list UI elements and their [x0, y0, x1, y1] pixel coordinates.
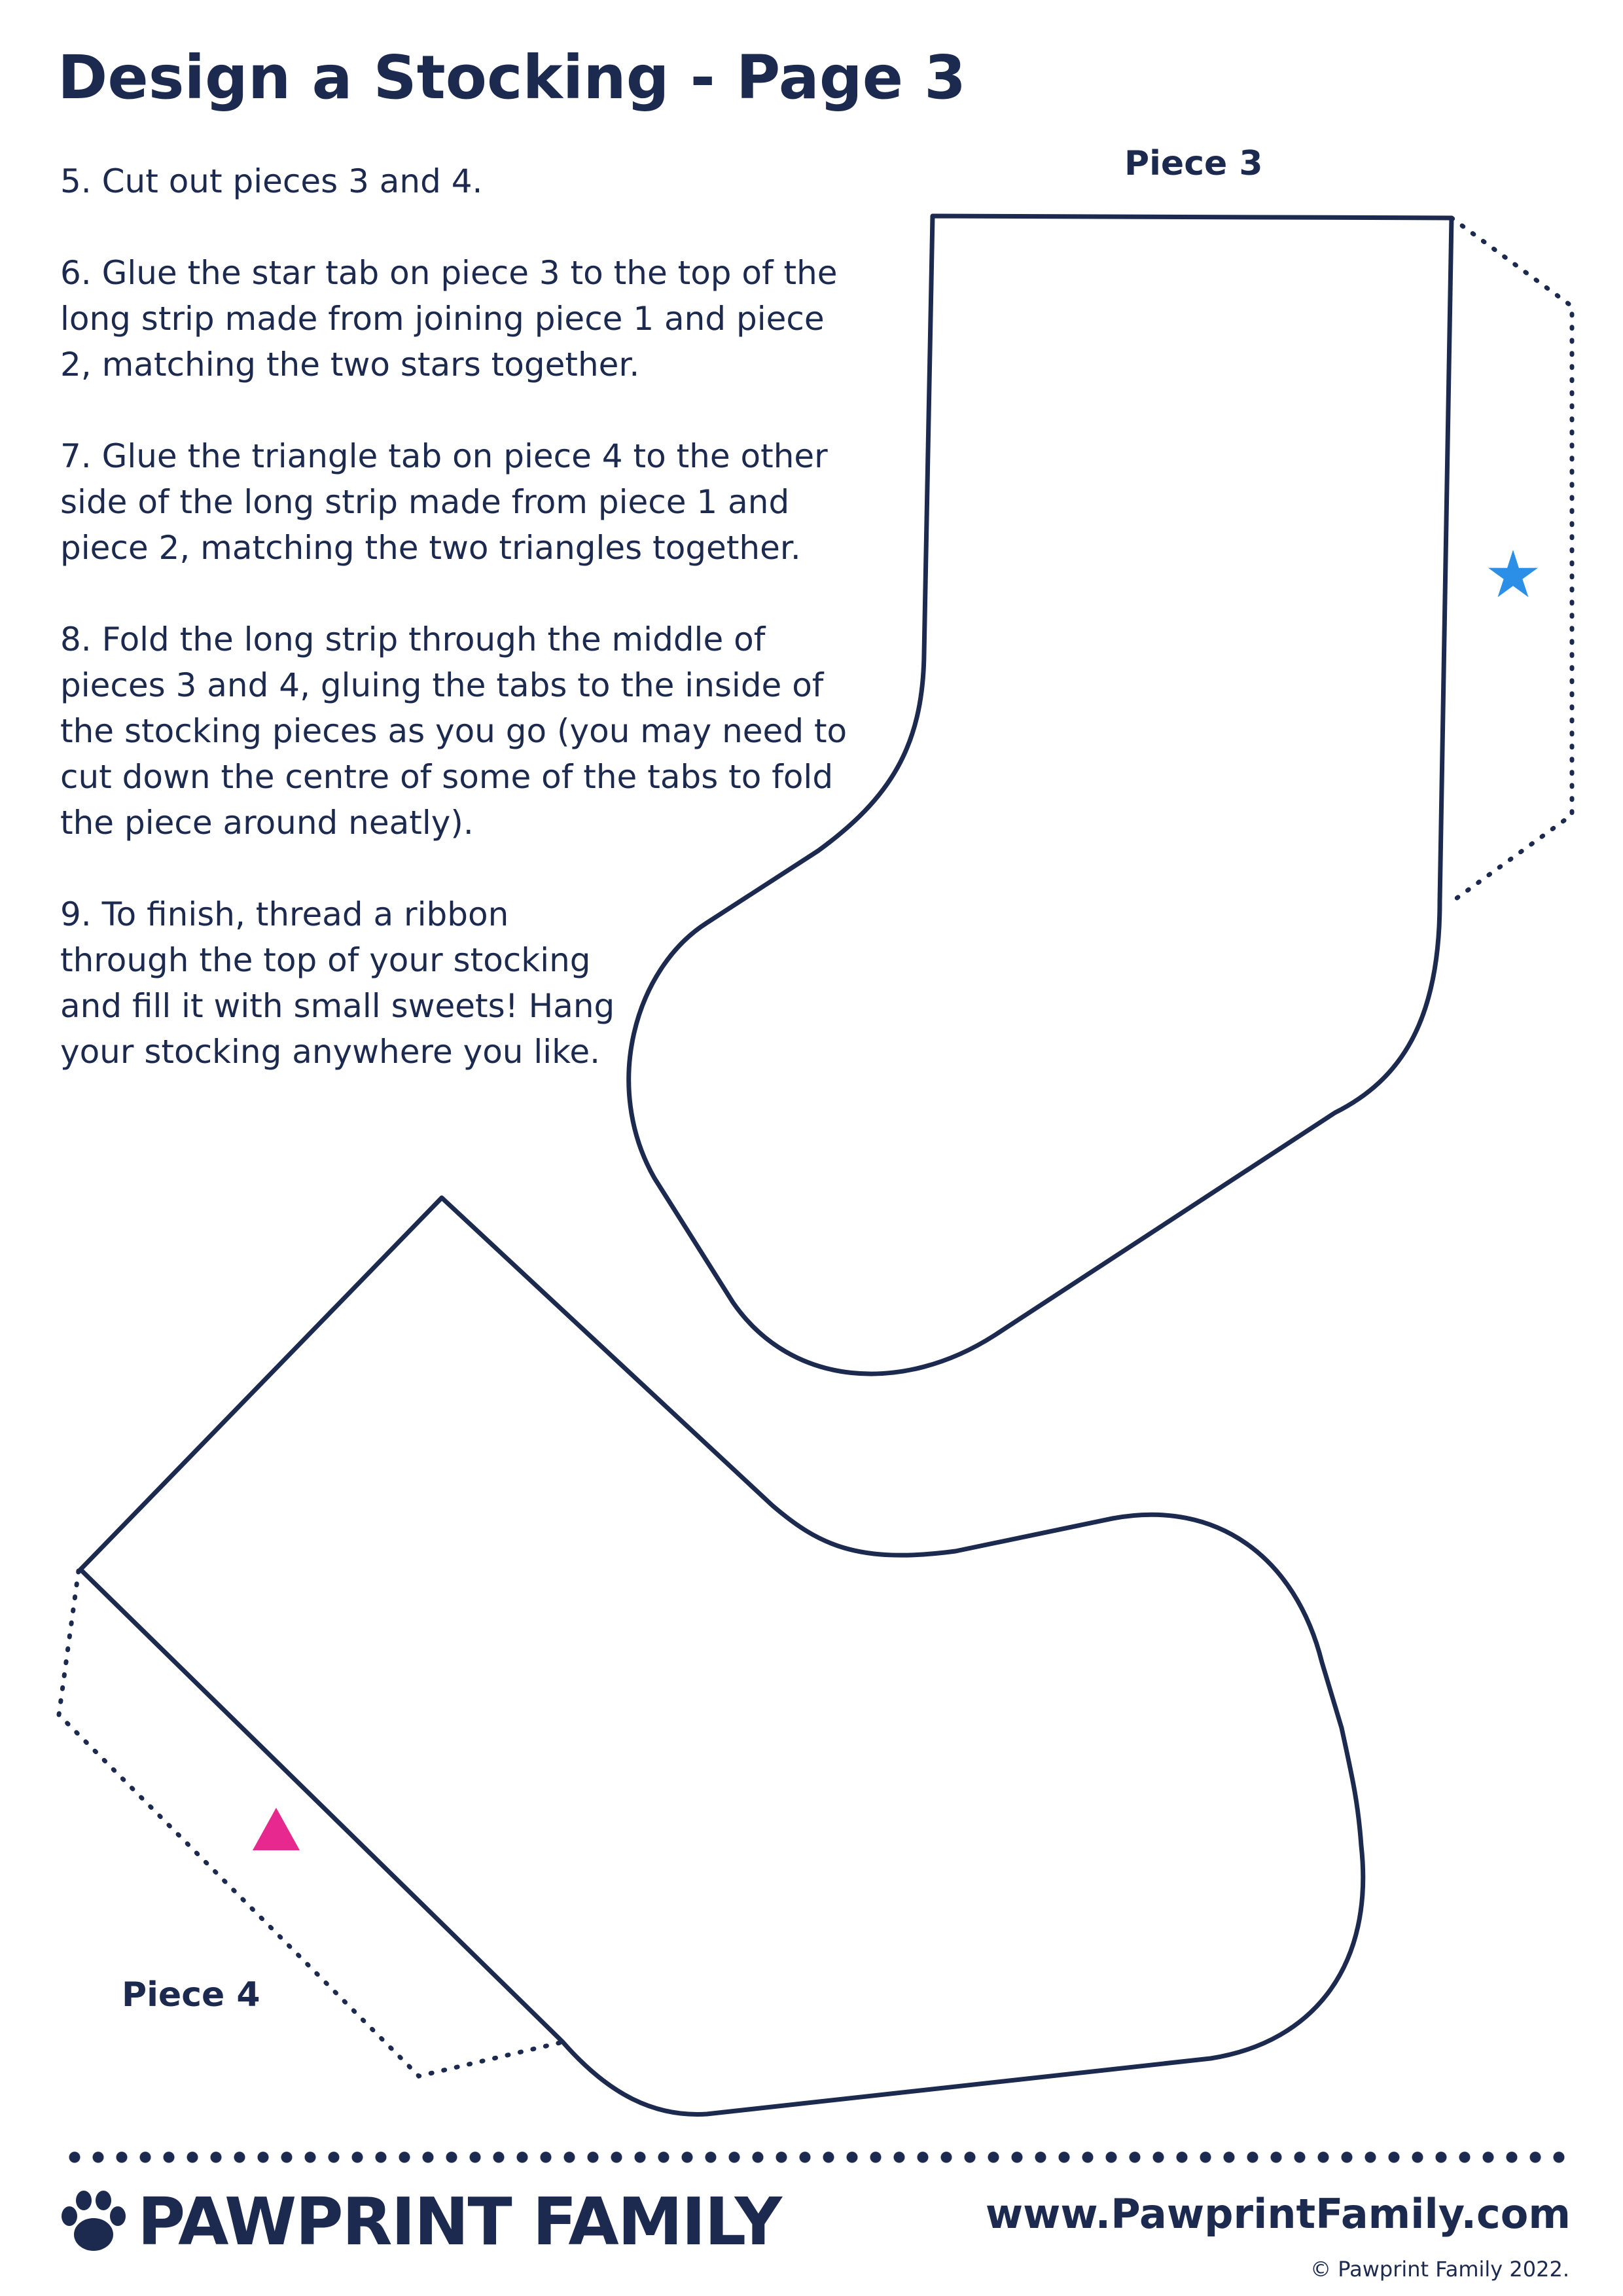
instruction-step-7: 7. Glue the triangle tab on piece 4 to the other side of the long strip made from piece 1 and piece 2, matching the two triangles together. [60, 437, 828, 567]
piece3-outline[interactable] [629, 216, 1452, 1374]
copyright-notice: © Pawprint Family 2022. [1310, 2257, 1569, 2282]
star-icon [1488, 550, 1538, 597]
piece4-outline[interactable] [80, 1198, 1363, 2114]
brand-logo [58, 2183, 781, 2260]
brand-name: PAWPRINT FAMILY [137, 2183, 781, 2260]
piece4-label: Piece 4 [122, 1975, 260, 2015]
instruction-step-6: 6. Glue the star tab on piece 3 to the top of the long strip made from joining piece 1 and piece 2, matching the two stars together. [60, 254, 838, 384]
website-link[interactable]: www.PawprintFamily.com [985, 2190, 1571, 2238]
triangle-icon [253, 1808, 300, 1850]
footer-divider [63, 2151, 1568, 2164]
piece3-label: Piece 3 [1124, 144, 1263, 183]
instruction-step-9: 9. To finish, thread a ribbon through the top of your stocking and fill it with small sweets! Hang your stocking anywhere you like. [60, 895, 615, 1071]
paw-icon [58, 2186, 130, 2258]
instruction-step-5: 5. Cut out pieces 3 and 4. [60, 162, 483, 200]
instruction-step-8: 8. Fold the long strip through the middle of pieces 3 and 4, gluing the tabs to the inside of the stocking pieces as you go (you may need to cut down the centre of some of the tabs to fold the piece around neatly). [60, 620, 847, 842]
page-title: Design a Stocking - Page 3 [58, 43, 967, 113]
